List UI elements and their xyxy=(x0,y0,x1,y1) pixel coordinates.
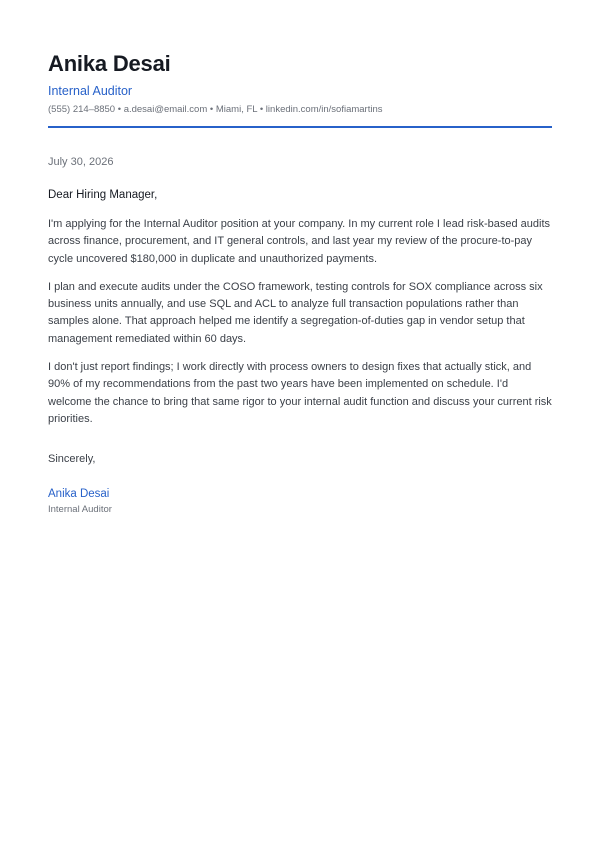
letter-date: July 30, 2026 xyxy=(48,156,114,168)
letter-header xyxy=(48,50,552,128)
header-divider xyxy=(48,126,552,128)
body-paragraph-2: I plan and execute audits under the COSO framework, testing controls for SOX compliance across six business units annually, and use SQL and ACL to analyze full transaction populations rather than samples alone. That approach helped me identify a segregation-of-duties gap in vendor setup that management remediated within 60 days. xyxy=(48,280,543,345)
applicant-role: Internal Auditor xyxy=(48,84,133,98)
body-paragraph-3: I don't just report findings; I work directly with process owners to design fixes that actually stick, and 90% of my recommendations from the past two years have been implemented on schedule. I'd welcome the chance to bring that same rigor to your internal audit function and discuss your current risk priorities. xyxy=(48,361,552,425)
contact-info: (555) 214–8850 • a.desai@email.com • Miami, FL • linkedin.com/in/sofiamartins xyxy=(48,104,383,115)
letter-body xyxy=(48,155,552,516)
closing: Sincerely, xyxy=(48,453,96,466)
body-paragraph-1: I'm applying for the Internal Auditor position at your company. In my current role I lead risk-based audits across finance, procurement, and IT general controls, and last year my review of the procure-to-pay cycle uncovered $180,000 in duplicate and unauthorized payments. xyxy=(48,218,551,265)
salutation: Dear Hiring Manager, xyxy=(48,189,158,201)
signature-name: Anika Desai xyxy=(48,488,110,501)
signature-role: Internal Auditor xyxy=(48,504,112,516)
applicant-name: Anika Desai xyxy=(48,51,171,76)
